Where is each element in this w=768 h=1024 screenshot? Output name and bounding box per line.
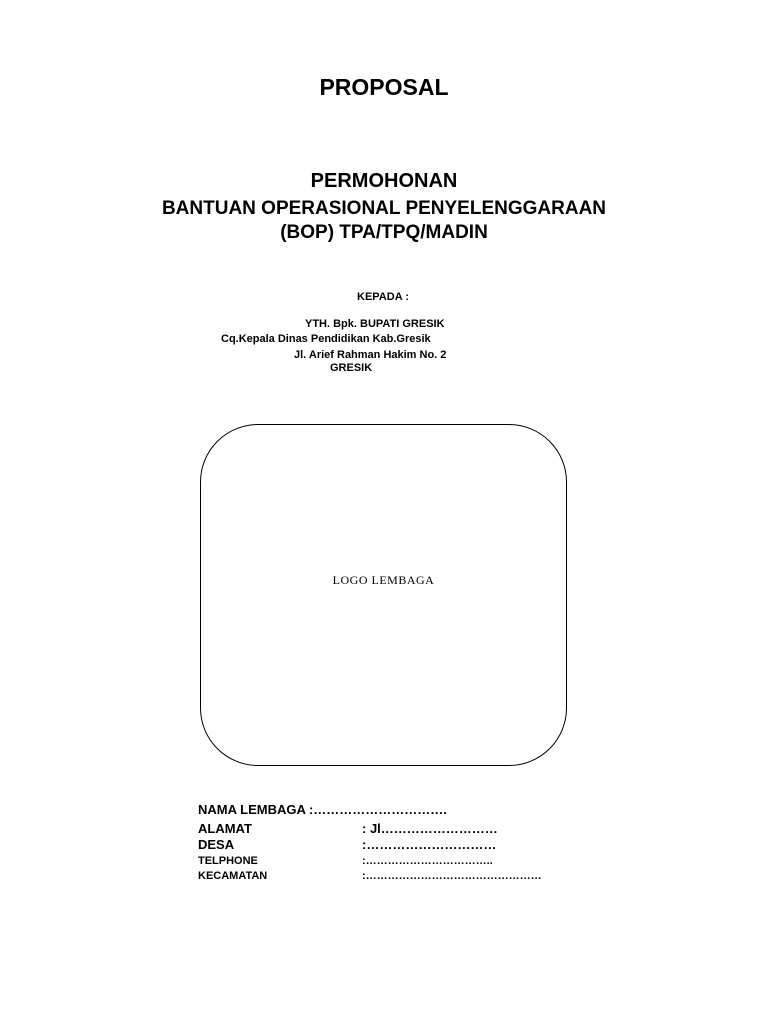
logo-placeholder-box xyxy=(200,424,567,766)
recipient-kepada: KEPADA : xyxy=(357,291,409,303)
subtitle-permohonan: PERMOHONAN xyxy=(310,170,458,192)
field-alamat-value: : Jl……………………… xyxy=(362,821,498,836)
field-kecamatan-label: KECAMATAN xyxy=(198,870,268,882)
field-desa-label: DESA xyxy=(198,837,235,852)
recipient-line-2: Cq.Kepala Dinas Pendidikan Kab.Gresik xyxy=(221,333,431,345)
recipient-line-1: YTH. Bpk. BUPATI GRESIK xyxy=(305,318,445,330)
subtitle-bantuan: BANTUAN OPERASIONAL PENYELENGGARAAN xyxy=(161,198,607,219)
logo-placeholder-text: LOGO LEMBAGA xyxy=(332,573,435,587)
field-telphone-label: TELPHONE xyxy=(198,855,258,867)
field-kecamatan-value: :………………………………………… xyxy=(362,870,542,882)
recipient-line-3: Jl. Arief Rahman Hakim No. 2 xyxy=(294,349,447,361)
field-nama-lembaga: NAMA LEMBAGA :…………………………. xyxy=(198,802,447,817)
field-alamat-label: ALAMAT xyxy=(198,821,252,836)
field-desa-value: :………………………… xyxy=(362,837,497,852)
document-title: PROPOSAL xyxy=(319,74,449,100)
recipient-line-4: GRESIK xyxy=(330,362,373,374)
field-telphone-value: :…………………………….. xyxy=(362,855,493,867)
subtitle-bop: (BOP) TPA/TPQ/MADIN xyxy=(280,222,488,243)
